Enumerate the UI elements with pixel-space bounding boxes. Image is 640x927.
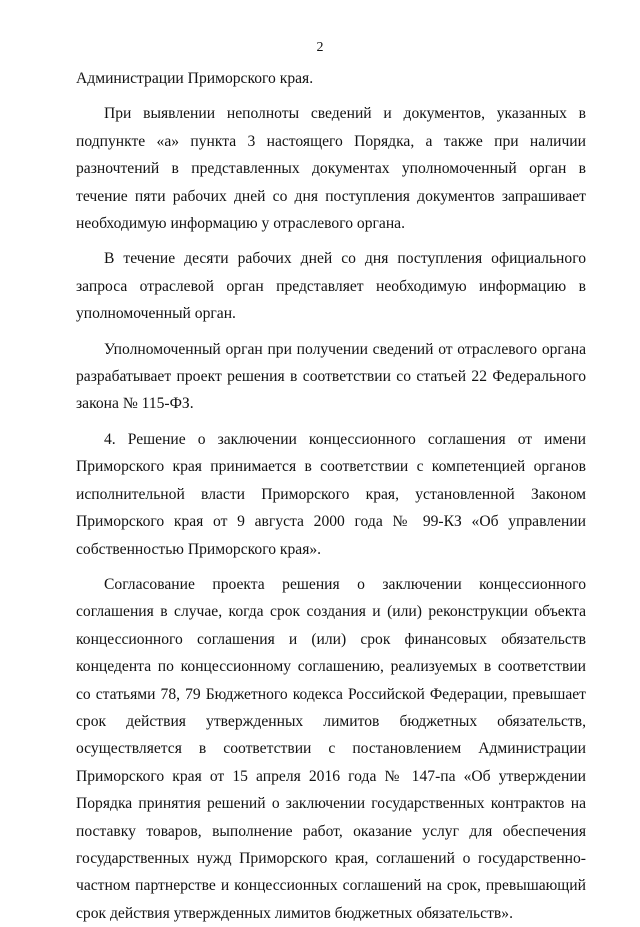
paragraph-ten-day-response: В течение десяти рабочих дней со дня поступления официального запроса отраслевой орган представляет необходимую информацию в уполномоченный орган. — [76, 250, 586, 323]
page-number: 2 — [316, 40, 324, 55]
paragraph-incomplete-information: При выявлении неполноты сведений и документов, указанных в подпункте «а» пункта 3 настоящего Порядка, а также при наличии разночтений в представленных документах уполномоченный орган в течение пяти рабочих дней со дня поступления документов запрашивает необходимую информацию у отраслевого органа. — [76, 105, 586, 233]
paragraph-approval-procedure: Согласование проекта решения о заключении концессионного соглашения в случае, когда срок создания и (или) реконструкции объекта концессионного соглашения и (или) срок финансовых обязательств концедента по концессионному соглашению, реализуемых в соответствии со статьями 78, 79 Бюджетного кодекса Российской Федерации, превышает срок действия утвержденных лимитов бюджетных обязательств, осуществляется в соответствии с постановлением Администрации Приморского края от 15 апреля 2016 года № 147-па «Об утверждении Порядка принятия решений о заключении государственных контрактов на поставку товаров, выполнение работ, оказание услуг для обеспечения государственных нужд Приморского края, соглашений о государственно-частном партнерстве и концессионных соглашений на срок, превышающий срок действия утвержденных лимитов бюджетных обязательств». — [76, 575, 586, 922]
paragraph-continuation: Администрации Приморского края. — [76, 70, 314, 87]
document-body — [76, 65, 586, 927]
paragraph-draft-decision: Уполномоченный орган при получении сведений от отраслевого органа разрабатывает проект решения в соответствии со статьей 22 Федерального закона № 115-ФЗ. — [76, 340, 586, 413]
paragraph-item-4-decision: 4. Решение о заключении концессионного соглашения от имени Приморского края принимается в соответствии с компетенцией органов исполнительной власти Приморского края, установленной Законом Приморского края от 9 августа 2000 года № 99-КЗ «Об управлении собственностью Приморского края». — [76, 430, 586, 558]
